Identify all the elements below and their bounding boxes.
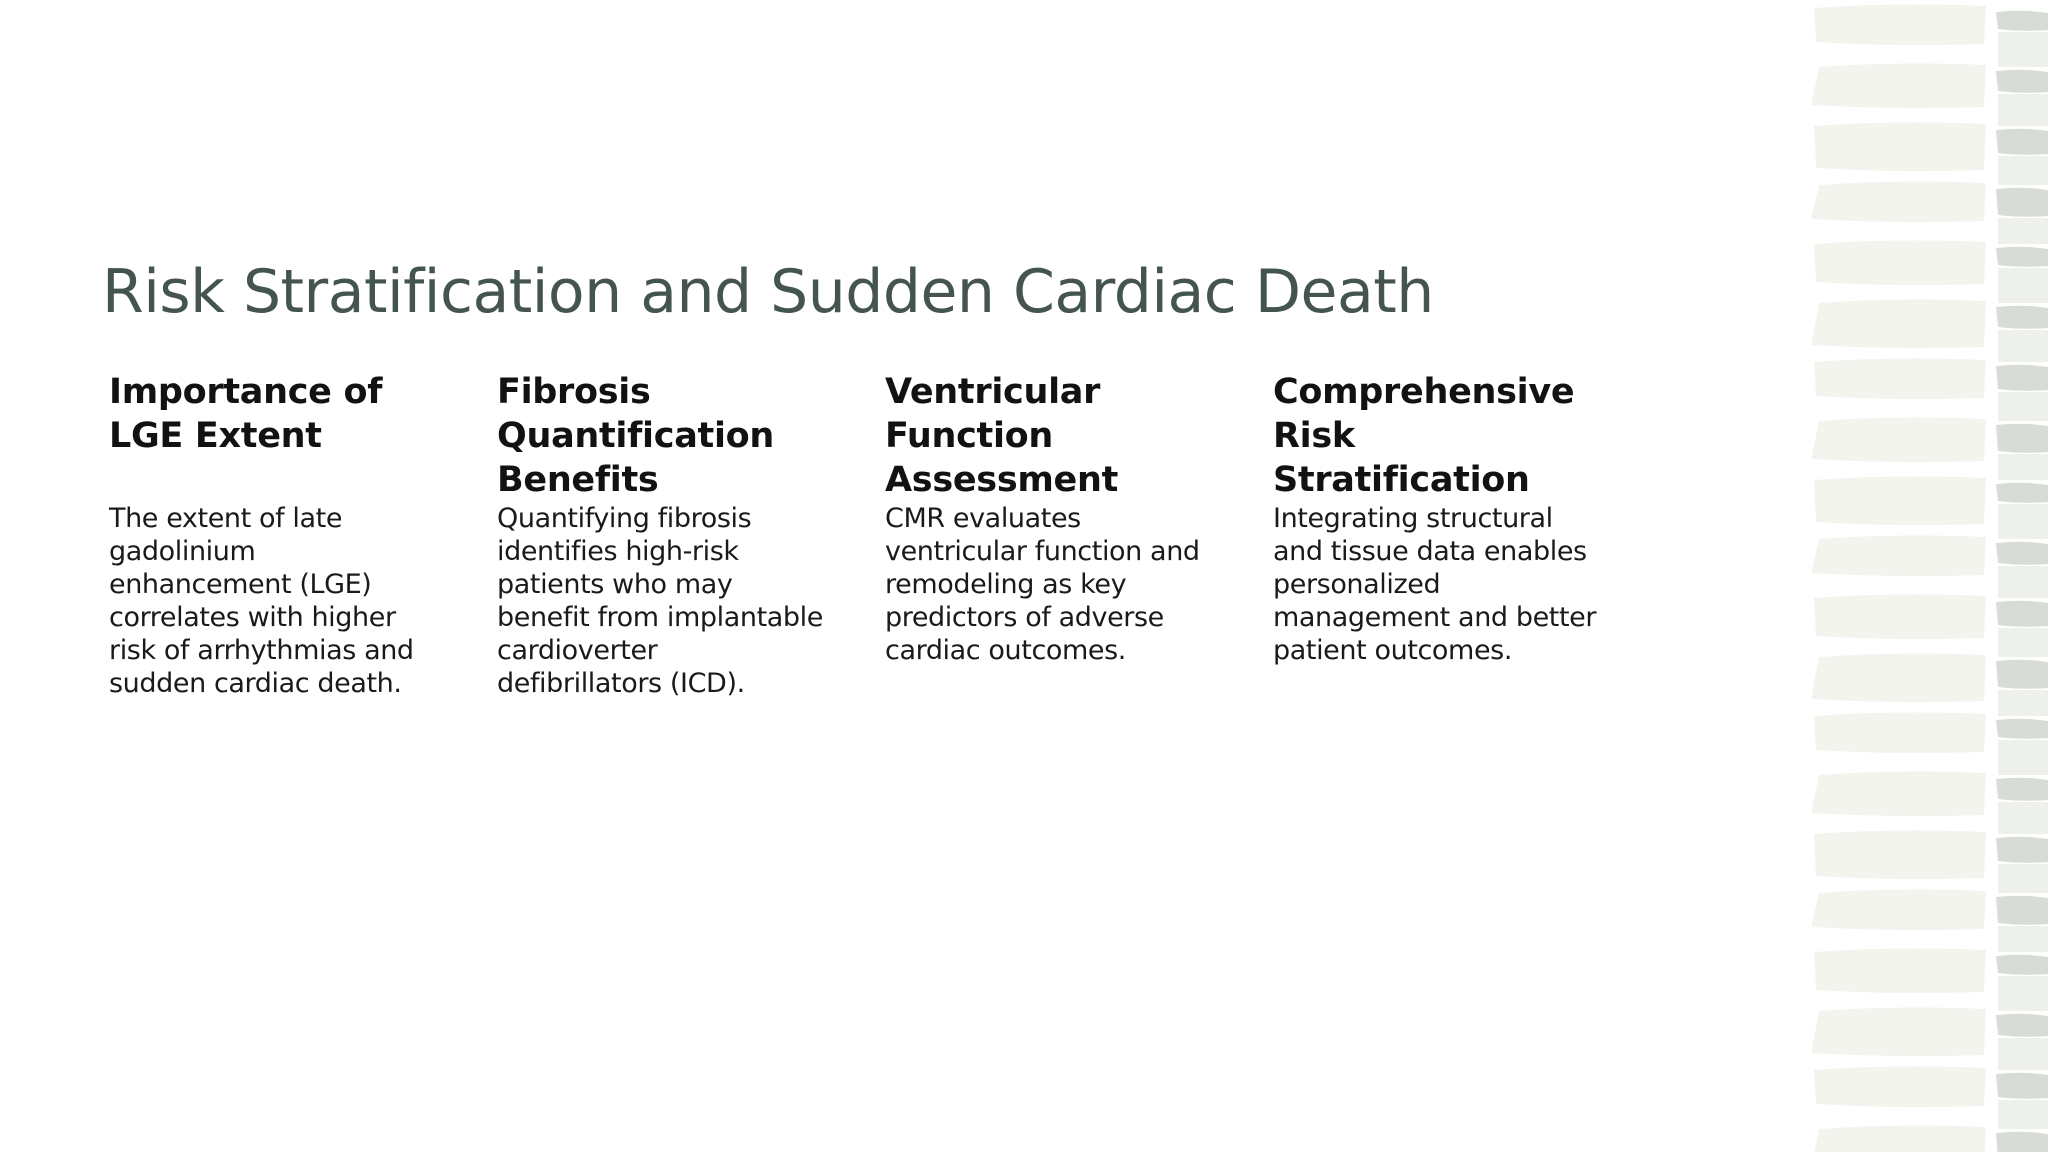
- stripe-sage-band: [1996, 188, 2048, 217]
- stripe-light-band: [1812, 653, 1986, 702]
- stripe-sage-band: [1996, 1014, 2048, 1037]
- stripe-filler: [1998, 330, 2048, 362]
- stripe-filler: [1998, 740, 2048, 775]
- stripe-filler: [1998, 94, 2048, 126]
- stripe-filler: [1998, 628, 2048, 657]
- stripe-sage-band: [1996, 896, 2048, 925]
- stripe-light-band: [1812, 889, 1986, 930]
- stripe-sage-band: [1996, 778, 2048, 801]
- stripe-light-band: [1814, 830, 1986, 879]
- stripe-filler: [1998, 864, 2048, 893]
- stripe-filler: [1998, 454, 2048, 480]
- stripe-sage-band: [1996, 365, 2048, 391]
- stripe-sage-band: [1996, 955, 2048, 975]
- stripe-filler: [1998, 392, 2048, 421]
- column-heading: Comprehensive Risk Stratification: [1273, 372, 1575, 500]
- stripe-light-band: [1814, 594, 1986, 639]
- stripe-sage-band: [1996, 601, 2048, 627]
- stripe-light-band: [1812, 181, 1986, 222]
- column-text: CMR evaluates ventricular function and remodeling as key predictors of adverse cardiac outcomes.: [885, 503, 1200, 666]
- stripe-sage-band: [1996, 424, 2048, 453]
- stripe-sage-band: [1996, 1073, 2048, 1099]
- stripe-filler: [1998, 926, 2048, 952]
- stripe-filler: [1998, 690, 2048, 716]
- stripe-sage-band: [1996, 660, 2048, 689]
- stripe-light-band: [1812, 63, 1986, 108]
- stripe-filler: [1998, 218, 2048, 244]
- slide-title: Risk Stratification and Sudden Cardiac Death: [102, 257, 1434, 327]
- stripe-light-band: [1814, 4, 1986, 45]
- stripe-sage-band: [1996, 837, 2048, 863]
- brush-stripes-graphic: [1812, 0, 2048, 1152]
- stripe-filler: [1998, 504, 2048, 539]
- stripe-light-band: [1812, 417, 1986, 462]
- stripe-light-band: [1812, 1125, 1986, 1152]
- stripe-light-band: [1812, 771, 1986, 816]
- column-fibrosis-quantification: [497, 370, 827, 700]
- stripe-sage-band: [1996, 719, 2048, 739]
- column-ventricular-function: [885, 370, 1215, 667]
- content-columns: [109, 370, 1669, 730]
- column-text: Integrating structural and tissue data enables personalized management and better patient outcomes.: [1273, 503, 1597, 666]
- stripe-sage-band: [1996, 483, 2048, 503]
- decorative-stripes: [1812, 0, 2048, 1152]
- stripe-light-band: [1812, 1007, 1986, 1056]
- stripe-filler: [1998, 156, 2048, 185]
- stripe-light-band: [1814, 948, 1986, 993]
- stripe-sage-band: [1996, 11, 2048, 31]
- column-text: Quantifying fibrosis identifies high-risk patients who may benefit from implantable cardioverter defibrillators (ICD).: [497, 503, 823, 699]
- stripe-filler: [1998, 566, 2048, 598]
- stripe-sage-band: [1996, 70, 2048, 93]
- stripe-light-band: [1814, 712, 1986, 753]
- column-text: The extent of late gadolinium enhancement (LGE) correlates with higher risk of arrhythmias and sudden cardiac death.: [109, 503, 414, 699]
- column-risk-stratification: [1273, 370, 1603, 667]
- column-heading: Fibrosis Quantification Benefits: [497, 372, 775, 500]
- stripe-light-band: [1814, 358, 1986, 399]
- stripe-light-band: [1812, 299, 1986, 348]
- stripe-light-band: [1814, 122, 1986, 171]
- column-lge-extent: [109, 370, 439, 700]
- column-heading: Ventricular Function Assessment: [885, 372, 1119, 500]
- stripe-filler: [1998, 802, 2048, 834]
- stripe-light-band: [1814, 1066, 1986, 1107]
- column-heading: Importance of LGE Extent: [109, 372, 383, 456]
- stripe-sage-band: [1996, 542, 2048, 565]
- stripe-light-band: [1812, 535, 1986, 576]
- stripe-filler: [1998, 32, 2048, 67]
- stripe-filler: [1998, 1100, 2048, 1129]
- stripe-sage-band: [1996, 1132, 2048, 1152]
- stripe-sage-band: [1996, 247, 2048, 267]
- stripe-light-band: [1814, 476, 1986, 525]
- stripe-filler: [1998, 976, 2048, 1011]
- stripe-sage-band: [1996, 129, 2048, 155]
- stripe-filler: [1998, 1038, 2048, 1070]
- stripe-light-band: [1814, 240, 1986, 285]
- stripe-filler: [1998, 268, 2048, 303]
- stripe-sage-band: [1996, 306, 2048, 329]
